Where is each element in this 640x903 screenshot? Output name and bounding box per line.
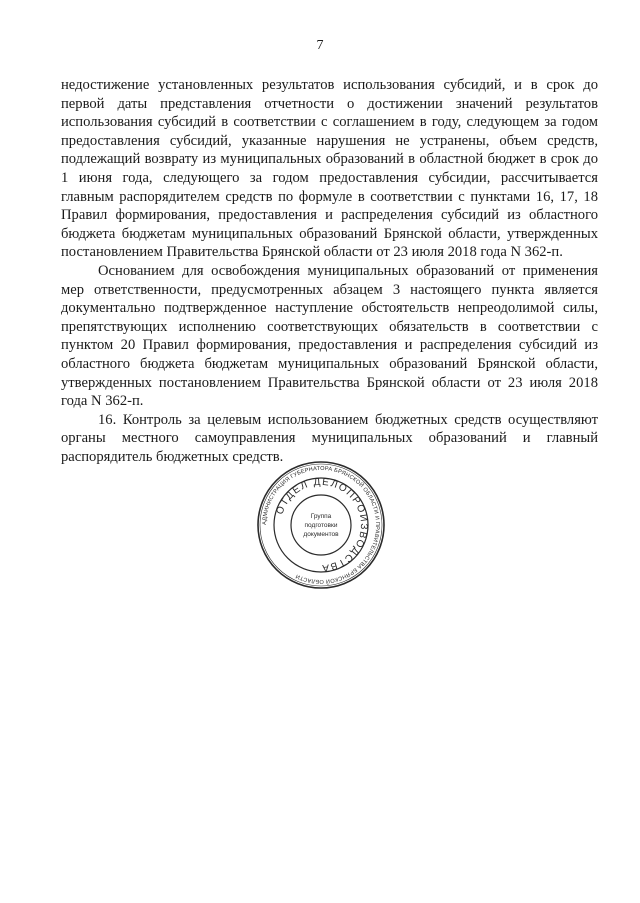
document-body: [61, 76, 598, 466]
stamp-seal-graphic: [256, 460, 386, 590]
page-number: 7: [316, 38, 324, 53]
official-stamp: [256, 460, 386, 590]
paragraph-continuation: недостижение установленных результатов использования субсидий, и в срок до первой даты представления отчетности о достижении значений результатов использования субсидий в соответствии с соглашением в году, следующем за годом предоставления субсидий, указанные нарушения не устранены, объем средств, подлежащий возврату из муниципальных образований в областной бюджет в срок до 1 июня года, следующего за годом предоставления субсидии, рассчитывается главным распорядителем средств по формуле в соответствии с пунктами 16, 17, 18 Правил формирования, предоставления и распределения субсидий из областного бюджета бюджетам муниципальных образований Брянской области, утвержденных постановлением Правительства Брянской области от 23 июля 2018 года N 362-п.: [61, 77, 598, 261]
paragraph-item-16: 16. Контроль за целевым использованием бюджетных средств осуществляют органы местного самоуправления муниципальных образований и главный распорядитель бюджетных средств.: [61, 411, 598, 465]
stamp-ring-text: АДМИНИСТРАЦИЯ ГУБЕРНАТОРА БРЯНСКОЙ ОБЛАСТИ И ПРАВИТЕЛЬСТВА БРЯНСКОЙ ОБЛАСТИ: [261, 465, 381, 585]
paragraph-exemption-grounds: Основанием для освобождения муниципальных образований от применения мер ответственности, предусмотренных абзацем 3 настоящего пункта является документально подтвержденное наступление обстоятельств непреодолимой силы, препятствующих исполнению соответствующих обязательств в соответствии с пунктом 20 Правил формирования, предоставления и распределения субсидий из областного бюджета бюджетам муниципальных образований Брянской области, утвержденных постановлением Правительства Брянской области от 23 июля 2018 года N 362-п.: [61, 262, 598, 410]
stamp-center-line-3: документов: [303, 531, 339, 538]
stamp-center-line-2: подготовки: [304, 522, 338, 529]
stamp-center-line-1: Группа: [310, 513, 332, 520]
stamp-department-text: ОТДЕЛ ДЕЛОПРОИЗВОДСТВА: [274, 476, 370, 574]
